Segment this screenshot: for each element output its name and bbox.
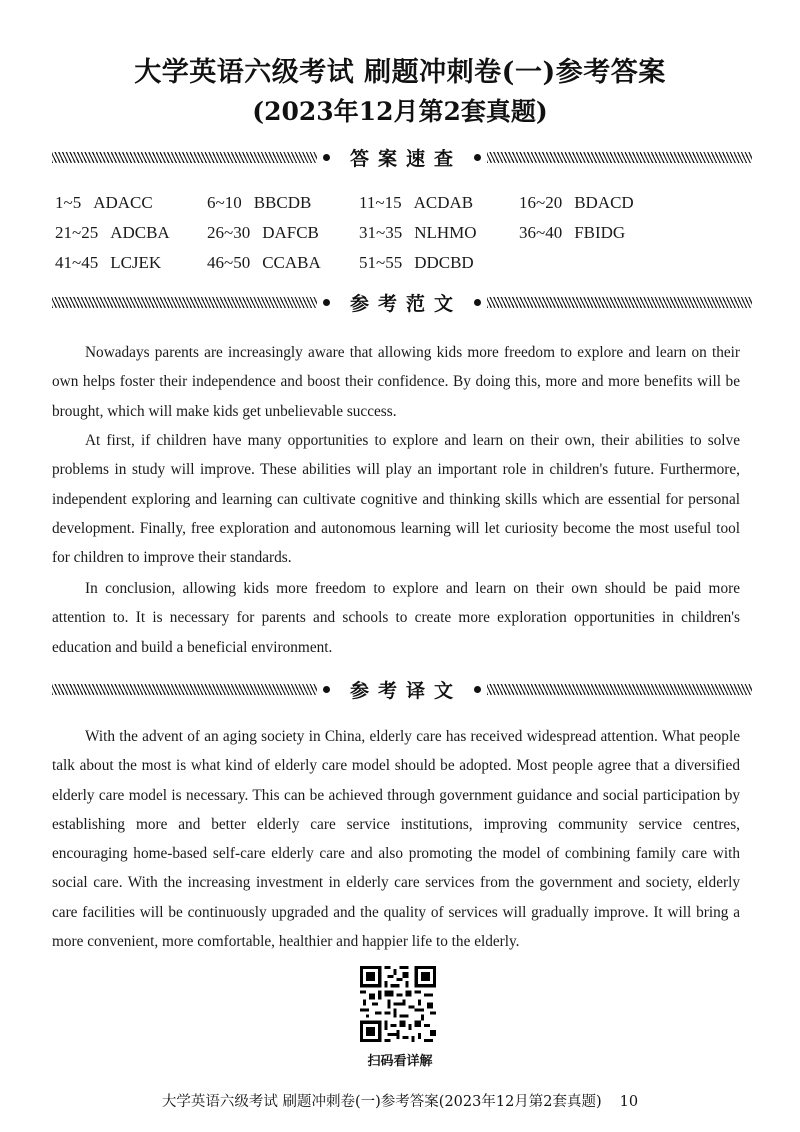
section-divider-translation [52,678,752,700]
answer-letters: FBIDG [574,223,626,242]
answer-group [359,193,519,213]
answer-range: 26~30 [207,223,251,242]
page-number: 10 [619,1094,639,1110]
answer-group [519,193,679,213]
section-title-translation: 参考译文 [350,679,463,702]
bullet-dot [474,154,481,161]
bullet-dot [323,154,330,161]
answer-letters: ADCBA [110,223,170,242]
answer-range: 16~20 [519,193,563,212]
hatch-decoration [52,152,317,163]
page-footer [0,1090,800,1111]
answer-range: 1~5 [55,193,82,212]
bullet-dot [323,299,330,306]
answer-letters: BBCDB [253,193,312,212]
essay-paragraph: Nowadays parents are increasingly aware that allowing kids more freedom to explore and learn on their own helps foster their independence and boost their confidence. By doing this, more and more benefits will be brought, which will make kids get unbelievable success. [52,344,740,420]
essay-paragraph: In conclusion, allowing kids more freedom to explore and learn on their own should be paid more attention to. It is necessary for parents and schools to create more exploration opportunities in children's education and build a beneficial environment. [52,580,740,656]
bullet-dot [474,299,481,306]
qr-caption: 扫码看详解 [367,1054,433,1069]
hatch-decoration [487,152,752,163]
essay-paragraph: At first, if children have many opportunities to explore and learn on their own, their abilities to solve problems in study will improve. These abilities will play an important role in children's future. Furthermore, independent exploring and learning can cultivate cognitive and thinking skills which are essential for personal development. Finally, free exploration and autonomous learning will let curiosity become the most useful tool for children to improve their standards. [52,432,740,567]
answer-letters: ADACC [93,193,153,212]
answer-range: 21~25 [55,223,99,242]
answer-letters: CCABA [262,253,321,272]
answer-letters: LCJEK [110,253,162,272]
qr-code-icon[interactable] [360,966,436,1042]
bullet-dot [323,686,330,693]
answer-letters: DDCBD [414,253,474,272]
answer-range: 36~40 [519,223,563,242]
page-subtitle: (2023年12月第2套真题) [252,97,548,126]
answer-range: 51~55 [359,253,403,272]
footer-text: 大学英语六级考试 刷题冲刺卷(一)参考答案(2023年12月第2套真题) [161,1094,602,1110]
hatch-decoration [52,684,317,695]
answer-letters: BDACD [574,193,634,212]
translation-paragraph: With the advent of an aging society in China, elderly care has received widespread attention. What people talk about the most is what kind of elderly care model should be adopted. Most people agree that a diversified elderly care model is necessary. This can be achieved through government guidance and social participation by establishing more and better elderly care service institutions, improving community service centres, encouraging home-based self-care elderly care and also promoting the model of combining family care with social care. With the increasing investment in elderly care services from the government and society, elderly care facilities will be continuously upgraded and the quality of services will gradually improve. It will bring a more convenient, more comfortable, healthier and happier life to the elderly. [52,728,740,951]
bullet-dot [474,686,481,693]
answer-range: 11~15 [359,193,402,212]
hatch-decoration [487,297,752,308]
answer-group [359,253,519,273]
hatch-decoration [487,684,752,695]
answer-group [55,193,207,213]
answer-range: 41~45 [55,253,99,272]
answer-group [55,253,207,273]
section-title-essay: 参考范文 [350,292,463,315]
answer-group [207,253,359,273]
answer-letters: DAFCB [262,223,319,242]
answer-letters: NLHMO [414,223,477,242]
answer-range: 31~35 [359,223,403,242]
page-title: 大学英语六级考试 刷题冲刺卷(一)参考答案 [134,57,666,88]
answer-key-grid [55,193,755,273]
section-divider-answers [52,146,752,168]
hatch-decoration [52,297,317,308]
answer-group [519,223,679,243]
section-divider-essay [52,291,752,313]
answer-letters: ACDAB [413,193,474,212]
answer-group [207,193,359,213]
answer-group [359,223,519,243]
answer-range: 6~10 [207,193,242,212]
answer-group [207,223,359,243]
answer-range: 46~50 [207,253,251,272]
section-title-answers: 答案速查 [350,147,463,170]
answer-group [55,223,207,243]
